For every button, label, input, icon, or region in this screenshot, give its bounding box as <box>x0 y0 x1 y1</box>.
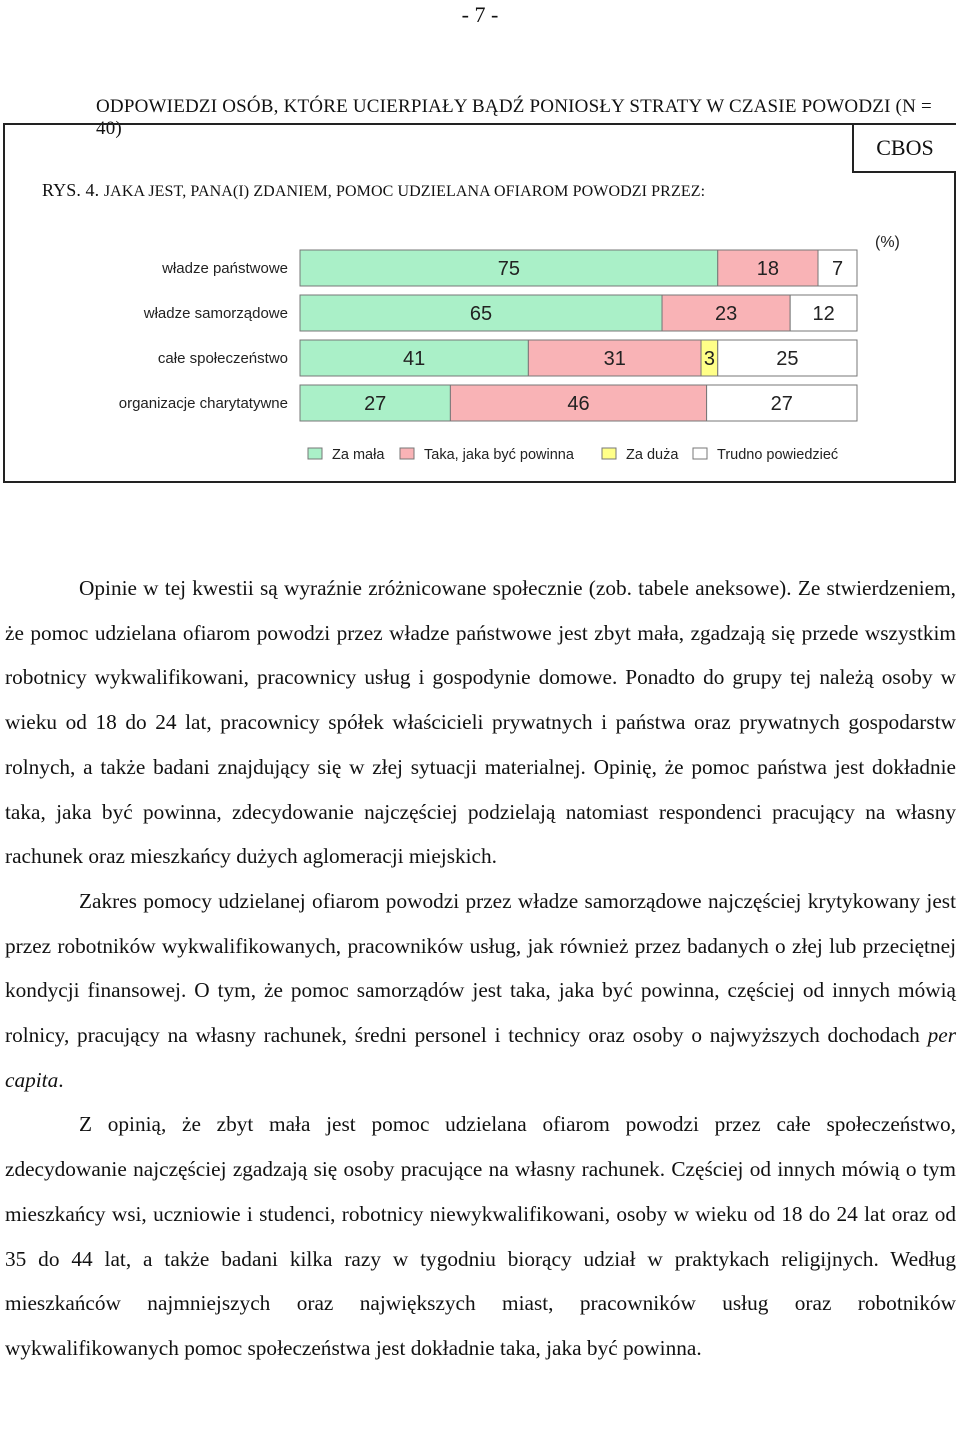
data-label: 23 <box>714 303 738 325</box>
category-label: organizacje charytatywne <box>118 395 288 412</box>
legend-label: Trudno powiedzieć <box>717 447 839 463</box>
data-label: 46 <box>567 393 590 415</box>
data-label: 18 <box>756 258 780 280</box>
category-label: całe społeczeństwo <box>157 350 288 367</box>
legend-swatch <box>602 448 616 459</box>
legend-swatch <box>693 448 707 459</box>
legend-label: Taka, jaka być powinna <box>424 447 574 463</box>
stacked-bar-chart <box>0 0 960 500</box>
data-label: 25 <box>776 348 799 370</box>
data-label: 75 <box>497 258 520 280</box>
paragraph-1: Opinie w tej kwestii są wyraźnie zróżnicowane społecznie (zob. tabele aneksowe). Ze stwierdzeniem, że pomoc udzielana ofiarom powodzi przez władze państwowe jest zbyt mała, zgadzają się przede wszystkim robotnicy wykwalifikowani, pracownicy usług i gospodynie domowe. Ponadto do grupy tej należą osoby w wieku od 18 do 24 lat, pracownicy spółek właścicieli prywatnych i państwa oraz prywatnych gospodarstw rolnych, a także badani znajdujący się w złej sytuacji materialnej. Opinię, że pomoc państwa jest dokładnie taka, jaka być powinna, zdecydowanie najczęściej podzielają natomiast respondenci pracujący na własny rachunek oraz mieszkańcy dużych aglomeracji miejskich. <box>5 576 956 869</box>
paragraph-2 <box>5 879 956 1103</box>
paragraph-2-italic: per capita <box>5 1023 956 1092</box>
data-label: 12 <box>812 303 835 325</box>
paragraph-3: Z opinią, że zbyt mała jest pomoc udzielana ofiarom powodzi przez całe społeczeństwo, zdecydowanie najczęściej zgadzają się osoby pracujące na własny rachunek. Częściej od innych mówią o tym mieszkańcy wsi, uczniowie i studenci, robotnicy niewykwalifikowani, osoby w wieku od 18 do 24 lat oraz od 35 do 44 lat, a także badani kilka razy w tygodniu biorący udział w praktykach religijnych. Według mieszkańców najmniejszych oraz największych miast, pracowników usług oraz robotników wykwalifikowanych pomoc społeczeństwa jest dokładnie taka, jaka być powinna. <box>5 1112 956 1360</box>
section-header: ODPOWIEDZI OSÓB, KTÓRE UCIERPIAŁY BĄDŹ PONIOSŁY STRATY W CZASIE POWODZI (N = 40) <box>96 96 932 139</box>
body-text <box>5 566 956 1371</box>
paragraph-2-end: . <box>58 1067 64 1092</box>
figure-title-text: JAKA JEST, PANA(I) ZDANIEM, POMOC UDZIELANA OFIAROM POWODZI PRZEZ: <box>103 183 706 200</box>
data-label: 7 <box>831 258 844 280</box>
data-label: 3 <box>703 348 715 370</box>
data-label: 27 <box>364 393 387 415</box>
data-label: 65 <box>469 303 493 325</box>
category-label: władze samorządowe <box>143 305 288 322</box>
legend-swatch <box>400 448 414 459</box>
legend-label: Za mała <box>332 447 385 463</box>
data-label: 27 <box>770 393 793 415</box>
unit-label: (%) <box>875 234 900 251</box>
chart-svg <box>0 0 960 500</box>
paragraph-2-text: Zakres pomocy udzielanej ofiarom powodzi przez władze samorządowe najczęściej krytykowany jest przez robotników wykwalifikowanych, pracowników usług, jak również przez badanych o złej lub przeciętnej kondycji finansowej. O tym, że pomoc samorządów jest taka, jaka być powinna, częściej od innych mówią rolnicy, pracujący na własny rachunek, średni personel i technicy oraz osoby o najwyższych dochodach <box>5 888 956 1048</box>
legend-swatch <box>308 448 322 459</box>
data-label: 31 <box>603 348 626 370</box>
source-badge: CBOS <box>852 125 956 173</box>
data-label: 41 <box>403 348 426 370</box>
legend-label: Za duża <box>626 447 679 463</box>
page-number: - 7 - <box>461 2 499 27</box>
figure-label: RYS. 4. <box>42 180 100 200</box>
category-label: władze państwowe <box>162 260 288 277</box>
